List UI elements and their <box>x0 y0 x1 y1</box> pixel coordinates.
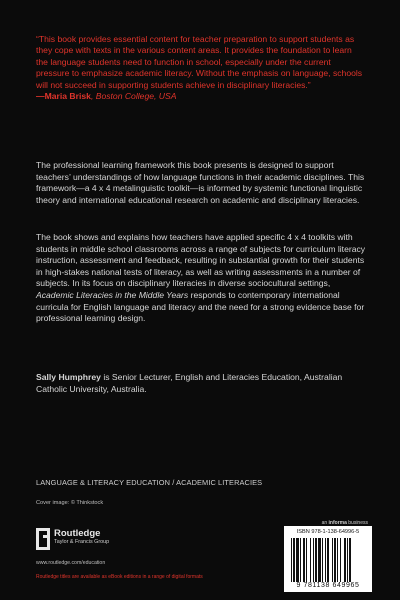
barcode-stripe <box>303 538 305 582</box>
barcode-bars <box>290 538 366 582</box>
paragraph-2-text-after: responds to contemporary international curricula for English language and literacy and the need for a strong evidence base for professional learning design. <box>36 289 365 324</box>
publisher-group: Taylor & Francis Group <box>54 539 110 545</box>
endorsement-quote <box>36 34 366 102</box>
publisher-name: Routledge <box>54 528 101 539</box>
barcode-stripe <box>291 538 292 582</box>
barcode-stripe <box>296 538 299 582</box>
barcode-stripe <box>334 538 336 582</box>
quote-attribution <box>36 91 366 102</box>
barcode-stripe <box>315 538 317 582</box>
cover-image-credit: Cover image: © Thinkstock <box>36 500 104 506</box>
barcode-stripe <box>313 538 314 582</box>
barcode-stripe <box>300 538 301 582</box>
author-bio-text: is Senior Lecturer, English and Literacies Education, Australian Catholic University, Australia. <box>36 372 343 394</box>
barcode-stripe <box>349 538 351 582</box>
quote-author: —Maria Brisk <box>36 91 91 102</box>
barcode-stripe <box>327 538 329 582</box>
informa-business-label: an informa business <box>321 520 368 526</box>
routledge-mark-icon <box>36 528 50 550</box>
barcode <box>284 526 372 592</box>
series-label: LANGUAGE & LITERACY EDUCATION / ACADEMIC LITERACIES <box>36 478 263 487</box>
barcode-stripe <box>332 538 333 582</box>
barcode-stripe <box>318 538 321 582</box>
paragraph-2-text-before: The book shows and explains how teachers have applied specific 4 x 4 toolkits with students in middle school classrooms across a range of subjects for curriculum literacy instruction, assessment and feedback, resulting in substantial growth for their students in high-stakes national tests of literacy, as well as writing assessments in a number of subjects. In its focus on disciplinary literacies in diverse sociocultural settings, <box>36 232 366 289</box>
barcode-stripe <box>306 538 307 582</box>
description-paragraph-2 <box>36 232 368 325</box>
quote-affiliation: , Boston College, USA <box>90 91 177 102</box>
barcode-stripe <box>293 538 295 582</box>
barcode-stripe <box>340 538 341 582</box>
routledge-logo <box>36 528 146 552</box>
isbn-label: ISBN 978-1-138-64996-5 <box>296 529 360 535</box>
barcode-stripe <box>344 538 346 582</box>
book-title-italic: Academic Literacies in the Middle Years <box>36 289 189 300</box>
barcode-stripe <box>322 538 323 582</box>
barcode-number: 9 781138 649965 <box>296 582 360 589</box>
description-paragraph-1: The professional learning framework this book presents is designed to support teachers’ understandings of how language functions in their academic disciplines. This framework—a 4 x 4 metalinguistic toolkit—is informed by systemic functional linguistic theory and international educational research on academic and disciplinary literacies. <box>36 160 365 205</box>
barcode-stripe <box>310 538 311 582</box>
barcode-stripe <box>347 538 348 582</box>
author-name: Sally Humphrey <box>36 372 101 382</box>
quote-text: “This book provides essential content for teacher preparation to support students as they cope with texts in the various content areas. It provides the foundation to learn the language students need to function in school, especially under the current pressure to emphasize academic literacy. Without the emphasis on language, schools will not succeed in supporting students achieve in disciplinary literacies.” <box>36 34 363 90</box>
author-bio <box>36 372 368 395</box>
barcode-stripe <box>325 538 326 582</box>
publisher-url: www.routledge.com/education <box>36 560 106 566</box>
ebook-note: Routledge titles are available as eBook editions in a range of digital formats <box>36 574 203 580</box>
barcode-stripe <box>337 538 338 582</box>
